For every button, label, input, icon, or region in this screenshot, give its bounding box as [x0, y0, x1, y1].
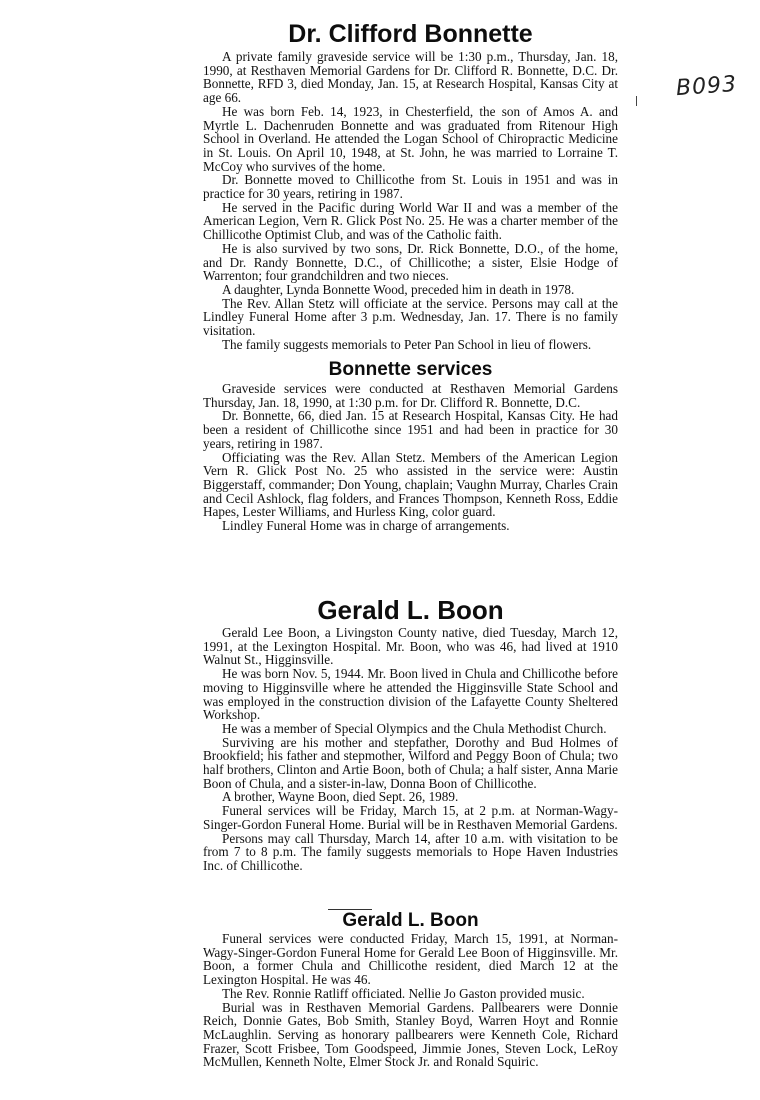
paragraph: Persons may call Thursday, March 14, after 10 a.m. with visitation to be from 7 to 8 p.m. The family suggests memorials to Hope Haven Industries Inc. of Chillicothe.	[203, 830, 618, 873]
obituary-body	[203, 626, 618, 873]
paragraph: Surviving are his mother and stepfather, Dorothy and Bud Holmes of Brookfield; his father and stepmother, Wilford and Peggy Boon of Chula; two half brothers, Clinton and Artie Boon, both of Chula; a half sister, Anna Marie Boon of Chula, and a sister-in-law, Donna Boon of Chillicothe.	[203, 734, 618, 791]
obituary-gerald-boon	[203, 597, 618, 873]
obituary-clifford-bonnette	[203, 22, 618, 351]
paragraph: He was born Nov. 5, 1944. Mr. Boon lived in Chula and Chillicothe before moving to Higginsville where he attended the Higginsville State School and was employed in the construction division of the Lafayette County Sheltered Workshop.	[203, 666, 618, 723]
paragraph: The family suggests memorials to Peter Pan School in lieu of flowers.	[222, 336, 592, 352]
handwritten-archive-code: B093	[675, 71, 738, 102]
obituary-headline: Dr. Clifford Bonnette	[288, 20, 533, 48]
services-body	[203, 932, 618, 1069]
paragraph: He was a member of Special Olympics and the Chula Methodist Church.	[222, 720, 607, 736]
paragraph: Dr. Bonnette moved to Chillicothe from St. Louis in 1951 and was in practice for 30 years, retiring in 1987.	[203, 172, 618, 202]
margin-mark	[636, 96, 637, 106]
services-headline: Bonnette services	[328, 359, 493, 380]
obituary-body	[203, 50, 618, 351]
paragraph: He is also survived by two sons, Dr. Rick Bonnette, D.O., of the home, and Dr. Randy Bonnette, D.C., of Chillicothe; a sister, Elsie Hodge of Warrenton; four grandchildren and two nieces.	[203, 240, 618, 284]
paragraph: Funeral services will be Friday, March 15, at 2 p.m. at Norman-Wagy-Singer-Gordon Funeral Home. Burial will be in Resthaven Memorial Gardens.	[203, 803, 618, 832]
services-headline: Gerald L. Boon	[342, 910, 479, 931]
paragraph: Graveside services were conducted at Resthaven Memorial Gardens Thursday, Jan. 18, 1990, at 1:30 p.m. for Dr. Clifford R. Bonnette, D.C.	[203, 381, 618, 410]
paragraph: The Rev. Ronnie Ratliff officiated. Nellie Jo Gaston provided music.	[222, 985, 585, 1001]
paragraph: The Rev. Allan Stetz will officiate at the service. Persons may call at the Lindley Funeral Home after 3 p.m. Wednesday, Jan. 17. There is no family visitation.	[203, 295, 618, 339]
paragraph: A private family graveside service will be 1:30 p.m., Thursday, Jan. 18, 1990, at Resthaven Memorial Gardens for Dr. Clifford R. Bonnette, D.C. Dr. Bonnette, RFD 3, died Monday, Jan. 15, at Research Hospital, Kansas City at age 66.	[203, 49, 618, 106]
paragraph: Funeral services were conducted Friday, March 15, 1991, at Norman-Wagy-Singer-Gordon Funeral Home for Gerald Lee Boon of Higginsville. Mr. Boon, a former Chula and Chillicothe resident, died March 12 at the Lexington Hospital. He was 46.	[203, 931, 618, 988]
paragraph: A daughter, Lynda Bonnette Wood, preceded him in death in 1978.	[222, 281, 575, 297]
paragraph: Gerald Lee Boon, a Livingston County native, died Tuesday, March 12, 1991, at the Lexington Hospital. Mr. Boon, who was 46, had lived at 1910 Walnut St., Higginsville.	[203, 625, 618, 668]
paragraph: He served in the Pacific during World War II and was a member of the American Legion, Vern R. Glick Post No. 25. He was a charter member of the Chillicothe Optimist Club, and was of the Catholic faith.	[203, 199, 618, 243]
paragraph: A brother, Wayne Boon, died Sept. 26, 1989.	[222, 789, 459, 805]
paragraph: Dr. Bonnette, 66, died Jan. 15 at Research Hospital, Kansas City. He had been a resident of Chillicothe since 1951 and had been in practice for 30 years, retiring in 1987.	[203, 408, 618, 451]
services-gerald-boon	[203, 911, 618, 1069]
services-body	[203, 382, 618, 533]
services-bonnette	[203, 360, 618, 533]
obituary-headline: Gerald L. Boon	[317, 595, 504, 625]
paragraph: He was born Feb. 14, 1923, in Chesterfield, the son of Amos A. and Myrtle L. Dachenruden Bonnette and was graduated from Ritenour High School in Overland. He attended the Logan School of Chiropractic Medicine in St. Louis. On April 10, 1948, at St. John, he was married to Lorraine T. McCoy who survives of the home.	[203, 103, 618, 174]
paragraph: Lindley Funeral Home was in charge of arrangements.	[222, 518, 510, 534]
paragraph: Officiating was the Rev. Allan Stetz. Members of the American Legion Vern R. Glick Post No. 25 who assisted in the service were: Austin Biggerstaff, commander; Don Young, chaplain; Vaughn Murray, Charles Crain and Cecil Ashlock, flag folders, and Frances Thompson, Kenneth Ross, Eddie Hapes, Lester Williams, and Hurless King, color guard.	[203, 449, 618, 520]
paragraph: Burial was in Resthaven Memorial Gardens. Pallbearers were Donnie Reich, Donnie Gates, Bob Smith, Stanley Boyd, Warren Hoyt and Ronnie McLaughlin. Serving as honorary pallbearers were Kenneth Cole, Richard Frazer, Scott Frisbee, Tom Goodspeed, Jimmie Jones, Steven Lock, LeRoy McMullen, Kenneth Nolte, Elmer Stock Jr. and Ronald Squiric.	[203, 999, 618, 1070]
